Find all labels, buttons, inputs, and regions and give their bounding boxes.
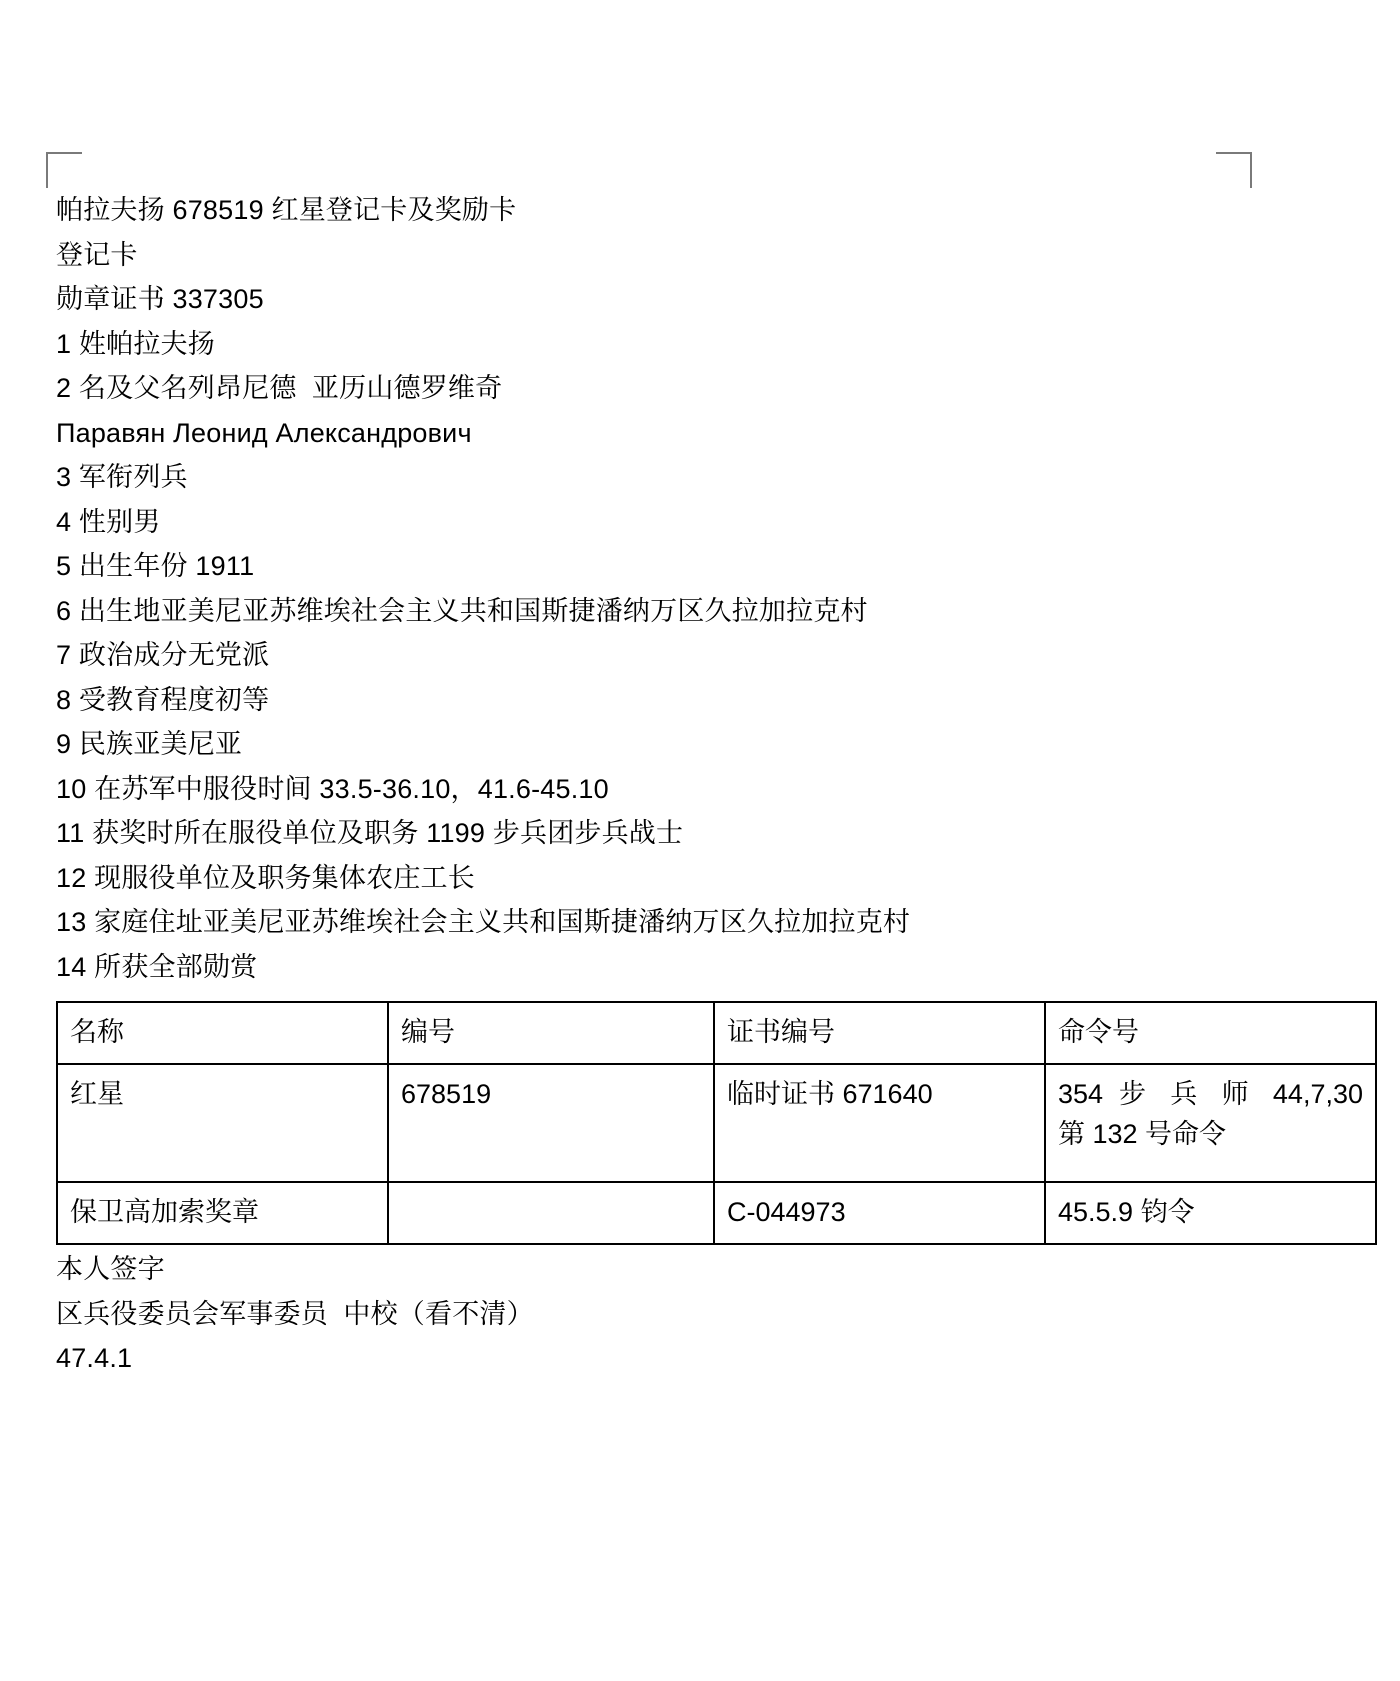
text-line-given-patronymic: 2 名及父名列昂尼德 亚历山德罗维奇 (56, 373, 503, 403)
text-line-signature: 本人签字 (56, 1254, 165, 1284)
table-cell-number: 678519 (388, 1064, 714, 1182)
text-line-rank: 3 军衔列兵 (56, 462, 188, 492)
crop-mark-top-right (1216, 152, 1252, 188)
crop-mark-top-left (46, 152, 82, 188)
text-line-home-address: 13 家庭住址亚美尼亚苏维埃社会主义共和国斯捷潘纳万区久拉加拉克村 (56, 907, 911, 937)
text-line-education: 8 受教育程度初等 (56, 684, 270, 715)
awards-table (56, 1001, 1377, 1245)
text-line-date: 47.4.1 (56, 1343, 133, 1373)
text-line-ethnicity: 9 民族亚美尼亚 (56, 729, 243, 759)
text-line-registration-card: 登记卡 (56, 239, 138, 270)
table-cell-order-line2: 第 132 号命令 (1058, 1119, 1227, 1149)
table-cell-name: 保卫高加索奖章 (57, 1182, 388, 1244)
table-cell-certificate: 临时证书 671640 (714, 1064, 1045, 1182)
table-cell-name: 红星 (57, 1064, 388, 1182)
document-footer (56, 1247, 1316, 1381)
text-line-unit-at-award: 11 获奖时所在服役单位及职务 1199 步兵团步兵战士 (56, 818, 684, 848)
table-header-certificate: 证书编号 (714, 1002, 1045, 1064)
table-cell-certificate: C-044973 (714, 1182, 1045, 1244)
text-line-current-unit: 12 现服役单位及职务集体农庄工长 (56, 862, 475, 893)
table-cell-order-line1: 354 步 兵 师 44,7,30 (1058, 1079, 1363, 1109)
text-line-birthplace: 6 出生地亚美尼亚苏维埃社会主义共和国斯捷潘纳万区久拉加拉克村 (56, 595, 868, 626)
text-line-russian-name: Паравян Леонид Александрович (56, 417, 472, 448)
table-row (57, 1182, 1376, 1244)
document-title: 帕拉夫扬 678519 红星登记卡及奖励卡 (56, 195, 517, 225)
table-header-row (57, 1002, 1376, 1064)
text-line-surname: 1 姓帕拉夫扬 (56, 328, 215, 359)
table-header-order: 命令号 (1045, 1002, 1376, 1064)
table-cell-order: 45.5.9 钧令 (1045, 1182, 1376, 1244)
table-cell-order (1045, 1064, 1376, 1182)
text-line-service-period: 10 在苏军中服役时间 33.5-36.10，41.6-45.10 (56, 773, 609, 804)
text-line-medal-certificate: 勋章证书 337305 (56, 284, 264, 314)
table-cell-number (388, 1182, 714, 1244)
text-line-gender: 4 性别男 (56, 506, 161, 537)
text-line-birth-year: 5 出生年份 1911 (56, 551, 255, 581)
text-line-political-affiliation: 7 政治成分无党派 (56, 640, 270, 670)
table-header-number: 编号 (388, 1002, 714, 1064)
text-line-awards-heading: 14 所获全部勋赏 (56, 951, 258, 982)
table-header-name: 名称 (57, 1002, 388, 1064)
document-content (56, 188, 1363, 1381)
table-row (57, 1064, 1376, 1182)
text-line-military-commissar: 区兵役委员会军事委员 中校（看不清） (56, 1298, 534, 1329)
